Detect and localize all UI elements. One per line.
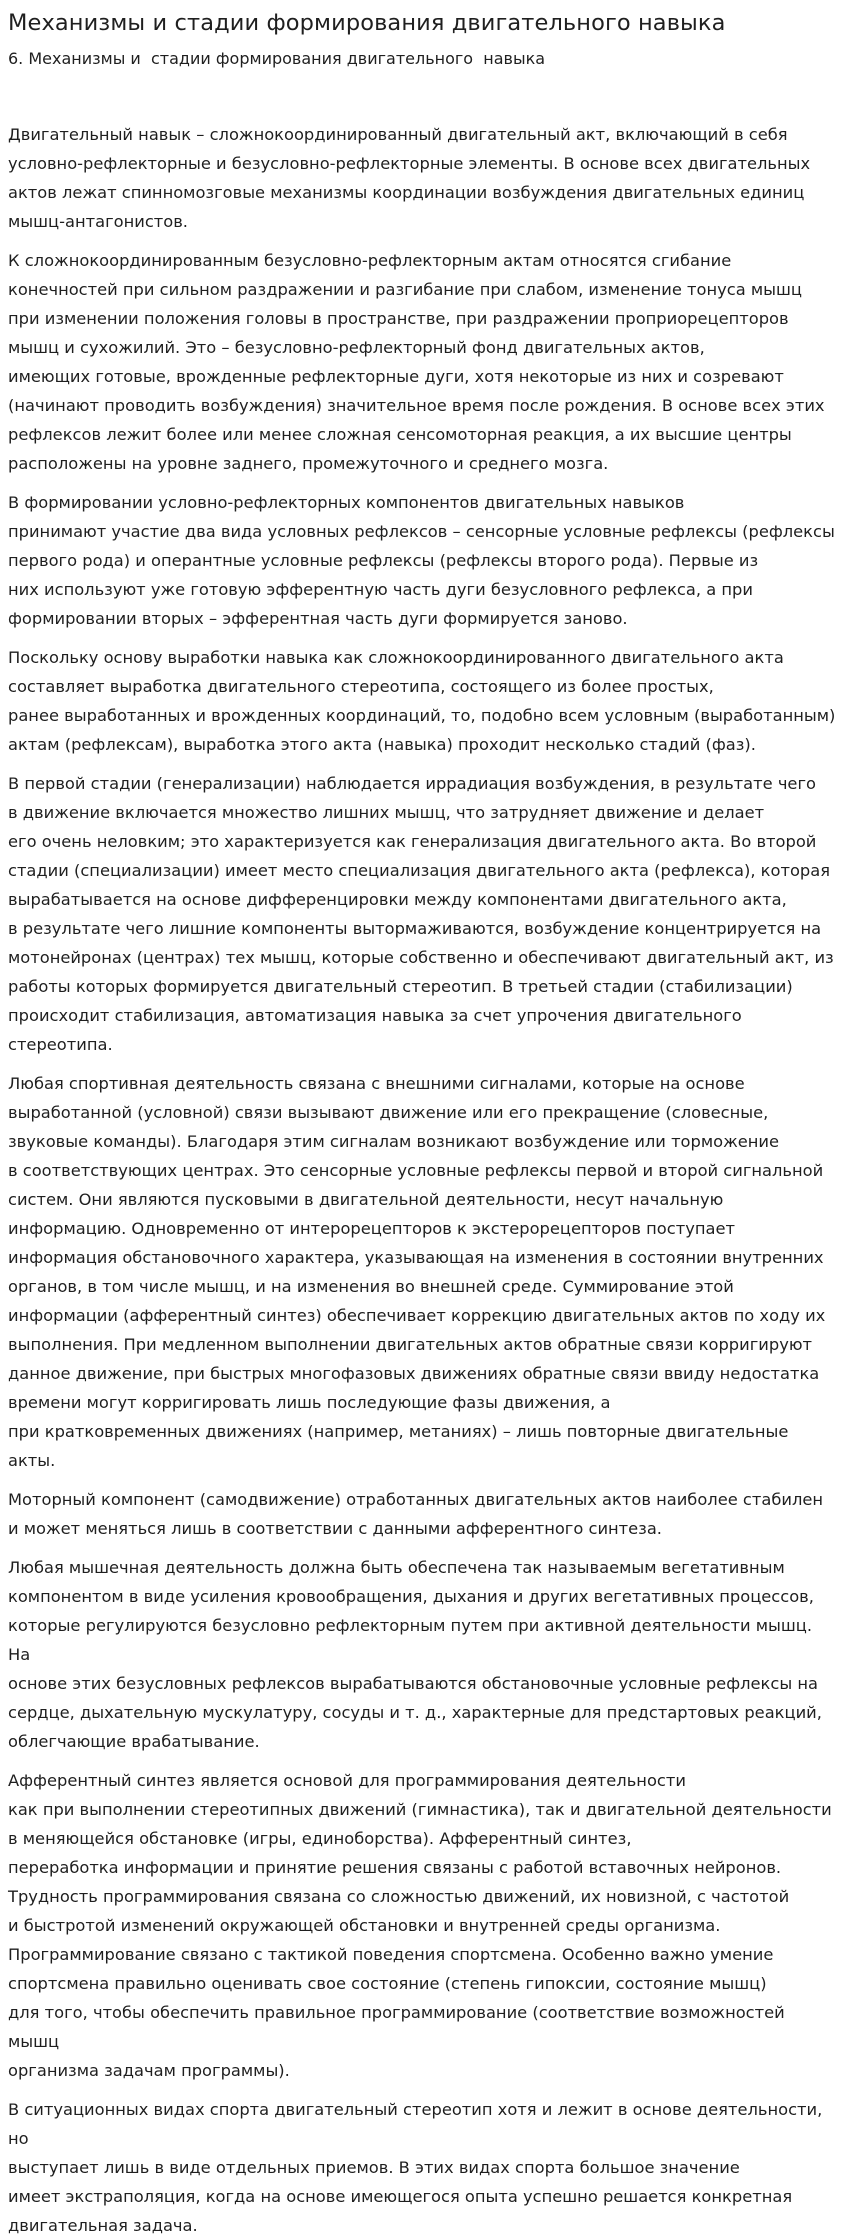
- paragraph: К сложнокоординированным безусловно-рефлекторным актам относятся сгибание конечностей при сильном раздражении и разгибание при слабом, изменение тонуса мышц при изменении положения головы в пространстве, при раздражении проприорецепторов мышц и сухожилий. Это – безусловно-рефлекторный фонд двигательных актов, имеющих готовые, врожденные рефлекторные дуги, хотя некоторые из них и созревают (начинают проводить возбуждения) значительное время после рождения. В основе всех этих рефлексов лежит более или менее сложная сенсомоторная реакция, а их высшие центры расположены на уровне заднего, промежуточного и среднего мозга.: [8, 251, 825, 473]
- paragraph: В ситуационных видах спорта двигательный стереотип хотя и лежит в основе деятельности, но выступает лишь в виде отдельных приемов. В этих видах спорта большое значение имеет экстраполяция, когда на основе имеющегося опыта успешно решается конкретная двигательная задача.: [8, 2100, 823, 2235]
- paragraph: Афферентный синтез является основой для программирования деятельности как при выполнении стереотипных движений (гимнастика), так и двигательной деятельности в меняющейся обстановке (игры, единоборства). Афферентный синтез, переработка информации и принятие решения связаны с работой вставочных нейронов. Трудность программирования связана со сложностью движений, их новизной, с частотой и быстротой изменений окружающей обстановки и внутренней среды организма. Программирование связано с тактикой поведения спортсмена. Особенно важно умение спортсмена правильно оценивать свое состояние (степень гипоксии, состояние мышц) для того, чтобы обеспечить правильное программирование (соответствие возможностей мышц организма задачам программы).: [8, 1771, 832, 2080]
- paragraph: Двигательный навык – сложнокоординированный двигательный акт, включающий в себя условно-рефлекторные и безусловно-рефлекторные элементы. В основе всех двигательных актов лежат спинномозговые механизмы координации возбуждения двигательных единиц мышц-антагонистов.: [8, 125, 811, 231]
- page-title: Механизмы и стадии формирования двигательного навыка: [8, 10, 726, 36]
- paragraph: Поскольку основу выработки навыка как сложнокоординированного двигательного акта составляет выработка двигательного стереотипа, состоящего из более простых, ранее выработанных и врожденных координаций, то, подобно всем условным (выработанным) актам (рефлексам), выработка этого акта (навыка) проходит несколько стадий (фаз).: [8, 648, 836, 754]
- paragraph: Любая мышечная деятельность должна быть обеспечена так называемым вегетативным компонентом в виде усиления кровообращения, дыхания и других вегетативных процессов, которые регулируются безусловно рефлекторным путем при активной деятельности мышц. На основе этих безусловных рефлексов вырабатываются обстановочные условные рефлексы на сердце, дыхательную мускулатуру, сосуды и т. д., характерные для предстартовых реакций, облегчающие врабатывание.: [8, 1558, 822, 1751]
- paragraph: В первой стадии (генерализации) наблюдается иррадиация возбуждения, в результате чего в движение включается множество лишних мышц, что затрудняет движение и делает его очень неловким; это характеризуется как генерализация двигательного акта. Во второй стадии (специализации) имеет место специализация двигательного акта (рефлекса), которая вырабатывается на основе дифференцировки между компонентами двигательного акта, в результате чего лишние компоненты вытормаживаются, возбуждение концентрируется на мотонейронах (центрах) тех мышц, которые собственно и обеспечивают двигательный акт, из работы которых формируется двигательный стереотип. В третьей стадии (стабилизации) происходит стабилизация, автоматизация навыка за счет упрочения двигательного стереотипа.: [8, 774, 834, 1054]
- paragraph: Любая спортивная деятельность связана с внешними сигналами, которые на основе выработанной (условной) связи вызывают движение или его прекращение (словесные, звуковые команды). Благодаря этим сигналам возникают возбуждение или торможение в соответствующих центрах. Это сенсорные условные рефлексы первой и второй сигнальной систем. Они являются пусковыми в двигательной деятельности, несут начальную информацию. Одновременно от интерорецепторов к экстерорецепторов поступает информация обстановочного характера, указывающая на изменения в состоянии внутренних органов, в том числе мышц, и на изменения во внешней среде. Суммирование этой информации (афферентный синтез) обеспечивает коррекцию двигательных актов по ходу их выполнения. При медленном выполнении двигательных актов обратные связи корригируют данное движение, при быстрых многофазовых движениях обратные связи ввиду недостатка времени могут корригировать лишь последующие фазы движения, а при кратковременных движениях (например, метаниях) – лишь повторные двигательные акты.: [8, 1074, 826, 1470]
- paragraph: Моторный компонент (самодвижение) отработанных двигательных актов наиболее стабилен и может меняться лишь в соответствии с данными афферентного синтеза.: [8, 1490, 824, 1538]
- article-body: [8, 120, 839, 2240]
- section-heading: 6. Механизмы и стадии формирования двигательного навыка: [8, 49, 546, 68]
- paragraph: В формировании условно-рефлекторных компонентов двигательных навыков принимают участие два вида условных рефлексов – сенсорные условные рефлексы (рефлексы первого рода) и оперантные условные рефлексы (рефлексы второго рода). Первые из них используют уже готовую эфферентную часть дуги безусловного рефлекса, а при формировании вторых – эфферентная часть дуги формируется заново.: [8, 493, 835, 628]
